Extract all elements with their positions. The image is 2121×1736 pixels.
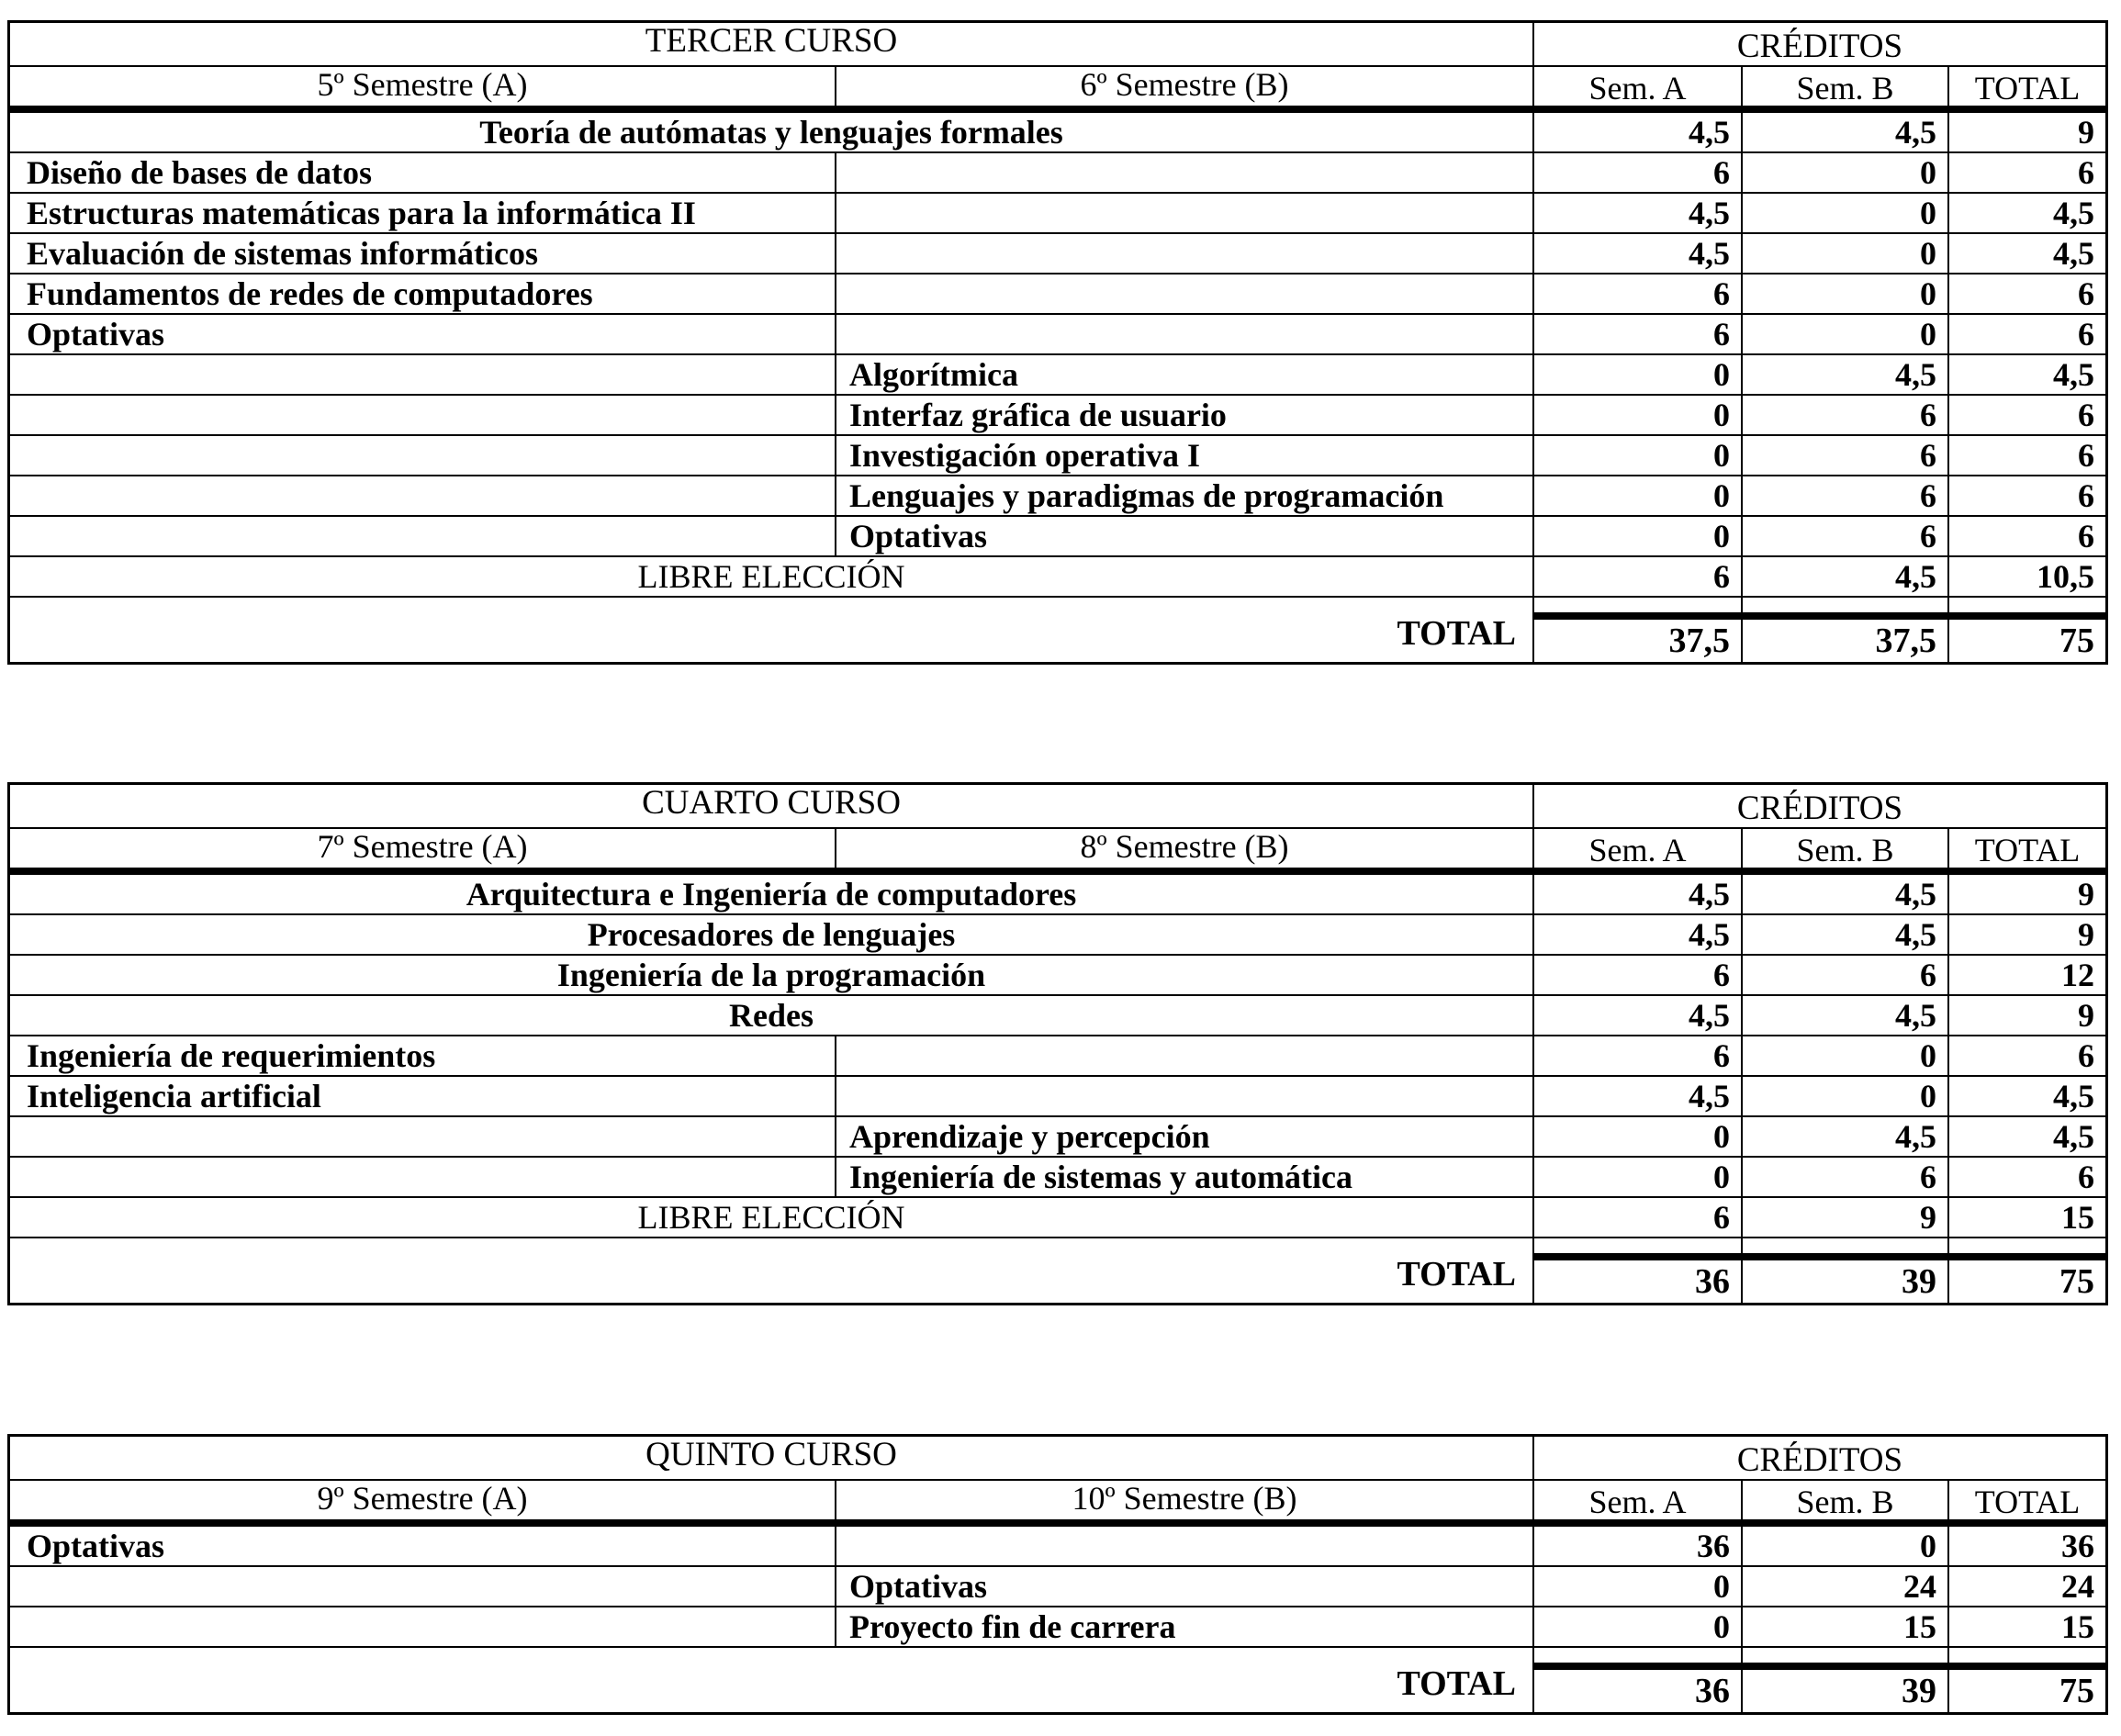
credits-sem-a: 4,5	[1534, 875, 1743, 913]
subject-name: Optativas	[10, 315, 836, 353]
semester-headers	[10, 1481, 1534, 1519]
col-sem-b: Sem. B	[1743, 67, 1949, 106]
table-header	[10, 1437, 2105, 1527]
credits-sem-a: 4,5	[1534, 194, 1743, 232]
subject-name: Optativas	[836, 517, 1534, 555]
credits-total: 4,5	[2053, 235, 2094, 272]
empty-cell	[836, 1036, 1534, 1075]
credits-sem-a: 6	[1534, 153, 1743, 192]
semester-b-header: 8º Semestre (B)	[1080, 828, 1289, 865]
credits-total: 4,5	[2053, 1078, 2094, 1114]
empty-cell	[10, 1567, 836, 1606]
col-total: TOTAL	[1974, 1484, 2081, 1520]
table-row	[10, 1117, 2105, 1158]
credits-sem-a: 4,5	[1534, 113, 1743, 151]
total-label: TOTAL	[10, 1663, 1534, 1712]
credits-sem-b: 6	[1743, 1158, 1949, 1196]
semester-b-header: 10º Semestre (B)	[1072, 1480, 1297, 1517]
col-sem-b: Sem. B	[1743, 829, 1949, 868]
credits-sem-b: 4,5	[1743, 915, 1949, 954]
credits-sem-a: 4,5	[1534, 996, 1743, 1035]
subject-name: LIBRE ELECCIÓN	[10, 557, 1534, 596]
empty-cell	[836, 1077, 1534, 1115]
subject-name: Proyecto fin de carrera	[836, 1607, 1534, 1646]
credits-sem-a: 4,5	[1534, 915, 1743, 954]
credits-total: 4,5	[2053, 356, 2094, 393]
course-title: TERCER CURSO	[10, 23, 1534, 67]
course-title: QUINTO CURSO	[10, 1437, 1534, 1481]
subject-name: Procesadores de lenguajes	[10, 915, 1534, 954]
credits-sem-a: 0	[1534, 517, 1743, 555]
credits-total: 9	[2078, 876, 2094, 913]
table-row	[10, 436, 2105, 476]
col-sem-a: Sem. A	[1534, 1481, 1743, 1519]
subject-name: Optativas	[836, 1567, 1534, 1606]
table-row	[10, 113, 2105, 153]
credits-title: CRÉDITOS	[1534, 23, 2105, 67]
credits-sem-b: 4,5	[1743, 557, 1949, 596]
empty-cell	[836, 274, 1534, 313]
credits-sem-b: 0	[1743, 1527, 1949, 1565]
credits-sem-a: 0	[1534, 1158, 1743, 1196]
credits-title: CRÉDITOS	[1534, 785, 2105, 829]
subject-name: Lenguajes y paradigmas de programación	[836, 476, 1534, 515]
col-sem-b: Sem. B	[1743, 1481, 1949, 1519]
subject-name: Investigación operativa I	[836, 436, 1534, 475]
semester-headers	[10, 67, 1534, 106]
table-row	[10, 1077, 2105, 1117]
empty-cell	[10, 1117, 836, 1156]
table-header	[10, 23, 2105, 113]
table-row	[10, 1158, 2105, 1198]
credits-sem-a: 6	[1534, 1036, 1743, 1075]
credits-total: 12	[2061, 957, 2094, 993]
credits-total: 6	[2078, 397, 2094, 433]
empty-cell	[10, 436, 836, 475]
credits-total: 9	[2078, 114, 2094, 151]
credits-sem-a: 0	[1534, 396, 1743, 434]
credits-sem-b: 4,5	[1743, 875, 1949, 913]
total-sem-b: 39	[1743, 1663, 1949, 1712]
subject-name: Ingeniería de sistemas y automática	[836, 1158, 1534, 1196]
total-sem-a: 36	[1534, 1253, 1743, 1303]
credits-sem-b: 6	[1743, 517, 1949, 555]
credit-column-headers	[1534, 1481, 2105, 1519]
subject-name: Aprendizaje y percepción	[836, 1117, 1534, 1156]
credits-sem-b: 24	[1743, 1567, 1949, 1606]
semester-a-header: 9º Semestre (A)	[10, 1481, 836, 1519]
credits-sem-b: 4,5	[1743, 113, 1949, 151]
credits-sem-b: 6	[1743, 396, 1949, 434]
table-header	[10, 785, 2105, 875]
credits-total: 9	[2078, 997, 2094, 1034]
credits-total: 6	[2078, 154, 2094, 191]
table-row	[10, 194, 2105, 234]
credits-total: 10,5	[2037, 558, 2094, 595]
table-row	[10, 915, 2105, 956]
col-total: TOTAL	[1974, 832, 2081, 868]
table-tercer-curso	[7, 20, 2108, 665]
table-row	[10, 396, 2105, 436]
credits-sem-b: 4,5	[1743, 355, 1949, 394]
table-row	[10, 274, 2105, 315]
credits-total: 6	[2078, 437, 2094, 474]
credits-total: 6	[2078, 1037, 2094, 1074]
total-sem-b: 39	[1743, 1253, 1949, 1303]
table-row	[10, 315, 2105, 355]
credits-sem-a: 6	[1534, 956, 1743, 994]
semester-headers	[10, 829, 1534, 868]
empty-cell	[10, 355, 836, 394]
empty-cell	[10, 396, 836, 434]
credits-total: 6	[2078, 275, 2094, 312]
empty-cell	[836, 234, 1534, 273]
credits-sem-a: 4,5	[1534, 234, 1743, 273]
credits-total: 24	[2061, 1568, 2094, 1605]
subject-name: Algorítmica	[836, 355, 1534, 394]
table-row	[10, 153, 2105, 194]
credits-sem-b: 15	[1743, 1607, 1949, 1646]
table-row	[10, 1036, 2105, 1077]
table-quinto-curso	[7, 1434, 2108, 1715]
subject-name: Diseño de bases de datos	[10, 153, 836, 192]
credits-sem-b: 6	[1743, 476, 1949, 515]
credits-sem-b: 0	[1743, 153, 1949, 192]
credits-sem-b: 0	[1743, 315, 1949, 353]
empty-cell	[836, 153, 1534, 192]
credits-total: 4,5	[2053, 1118, 2094, 1155]
credits-sem-b: 6	[1743, 436, 1949, 475]
credits-sem-b: 6	[1743, 956, 1949, 994]
table-cuarto-curso	[7, 782, 2108, 1305]
subject-name: Estructuras matemáticas para la informática II	[10, 194, 836, 232]
credit-column-headers	[1534, 67, 2105, 106]
empty-cell	[836, 315, 1534, 353]
table-row	[10, 1527, 2105, 1567]
credits-sem-b: 0	[1743, 1036, 1949, 1075]
spacer-row	[10, 1238, 2105, 1253]
subject-name: Ingeniería de la programación	[10, 956, 1534, 994]
spacer-row	[10, 1648, 2105, 1663]
credits-total: 6	[2078, 316, 2094, 353]
credits-sem-b: 4,5	[1743, 1117, 1949, 1156]
semester-a-header: 7º Semestre (A)	[10, 829, 836, 868]
credits-sem-a: 6	[1534, 1198, 1743, 1237]
semester-a-header: 5º Semestre (A)	[10, 67, 836, 106]
credits-sem-a: 6	[1534, 315, 1743, 353]
credits-total: 6	[2078, 518, 2094, 554]
empty-cell	[10, 1607, 836, 1646]
credits-sem-a: 6	[1534, 557, 1743, 596]
credits-sem-b: 4,5	[1743, 996, 1949, 1035]
col-sem-a: Sem. A	[1534, 67, 1743, 106]
total-total: 75	[1949, 1663, 2105, 1712]
credits-sem-a: 4,5	[1534, 1077, 1743, 1115]
total-row	[10, 1253, 2105, 1303]
subject-name: Evaluación de sistemas informáticos	[10, 234, 836, 273]
empty-cell	[10, 517, 836, 555]
credits-sem-a: 0	[1534, 436, 1743, 475]
subject-name: Inteligencia artificial	[10, 1077, 836, 1115]
table-row	[10, 1567, 2105, 1607]
subject-name: Fundamentos de redes de computadores	[10, 274, 836, 313]
credits-sem-b: 9	[1743, 1198, 1949, 1237]
subject-name: Teoría de autómatas y lenguajes formales	[10, 113, 1534, 151]
credits-sem-a: 0	[1534, 476, 1743, 515]
credits-total: 6	[2078, 1159, 2094, 1195]
subject-name: Redes	[10, 996, 1534, 1035]
credits-sem-b: 0	[1743, 234, 1949, 273]
total-sem-a: 37,5	[1534, 612, 1743, 662]
credits-total: 15	[2061, 1199, 2094, 1236]
total-sem-b: 37,5	[1743, 612, 1949, 662]
table-row	[10, 996, 2105, 1036]
total-label: TOTAL	[10, 1253, 1534, 1303]
subject-name: Interfaz gráfica de usuario	[836, 396, 1534, 434]
subject-name: LIBRE ELECCIÓN	[10, 1198, 1534, 1237]
table-row	[10, 1198, 2105, 1238]
subject-name: Optativas	[10, 1527, 836, 1565]
credits-sem-a: 0	[1534, 355, 1743, 394]
empty-cell	[10, 476, 836, 515]
credits-sem-a: 0	[1534, 1117, 1743, 1156]
credits-title: CRÉDITOS	[1534, 1437, 2105, 1481]
table-row	[10, 234, 2105, 274]
credits-sem-a: 0	[1534, 1567, 1743, 1606]
table-row	[10, 557, 2105, 598]
total-label: TOTAL	[10, 612, 1534, 662]
credit-column-headers	[1534, 829, 2105, 868]
credits-sem-b: 0	[1743, 1077, 1949, 1115]
credits-total: 6	[2078, 477, 2094, 514]
subject-name: Arquitectura e Ingeniería de computadores	[10, 875, 1534, 913]
credits-sem-b: 0	[1743, 274, 1949, 313]
table-row	[10, 517, 2105, 557]
semester-b-header: 6º Semestre (B)	[1080, 66, 1289, 103]
credits-sem-a: 36	[1534, 1527, 1743, 1565]
empty-cell	[836, 1527, 1534, 1565]
col-sem-a: Sem. A	[1534, 829, 1743, 868]
empty-cell	[10, 1158, 836, 1196]
credits-total: 15	[2061, 1608, 2094, 1645]
total-total: 75	[1949, 612, 2105, 662]
table-row	[10, 355, 2105, 396]
total-total: 75	[1949, 1253, 2105, 1303]
empty-cell	[836, 194, 1534, 232]
col-total: TOTAL	[1974, 70, 2081, 106]
total-sem-a: 36	[1534, 1663, 1743, 1712]
credits-sem-a: 6	[1534, 274, 1743, 313]
table-row	[10, 956, 2105, 996]
credits-sem-b: 0	[1743, 194, 1949, 232]
table-row	[10, 875, 2105, 915]
credits-sem-a: 0	[1534, 1607, 1743, 1646]
table-row	[10, 1607, 2105, 1648]
spacer-row	[10, 598, 2105, 612]
credits-total: 4,5	[2053, 195, 2094, 231]
total-row	[10, 612, 2105, 662]
course-title: CUARTO CURSO	[10, 785, 1534, 829]
credits-total: 9	[2078, 916, 2094, 953]
credits-total: 36	[2061, 1528, 2094, 1564]
subject-name: Ingeniería de requerimientos	[10, 1036, 836, 1075]
table-row	[10, 476, 2105, 517]
total-row	[10, 1663, 2105, 1712]
